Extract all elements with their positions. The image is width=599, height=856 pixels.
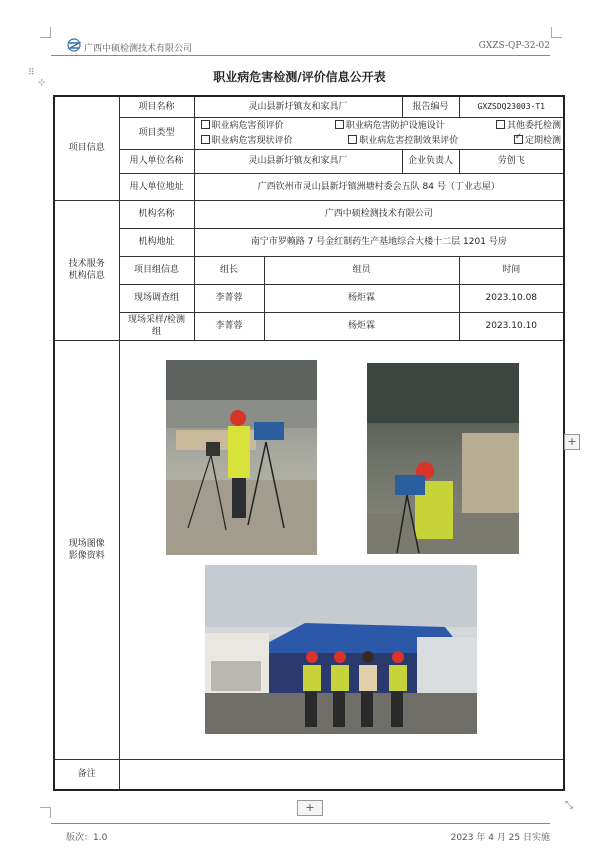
label-agency-address: 机构地址	[119, 228, 194, 256]
team-row-members[interactable]: 杨炬霖	[264, 284, 459, 312]
corner-mark-bottom-left	[40, 807, 51, 818]
team-row-date[interactable]: 2023.10.10	[459, 312, 564, 340]
team-row-date[interactable]: 2023.10.08	[459, 284, 564, 312]
option-status-assessment[interactable]: 职业病危害现状评价	[201, 135, 293, 147]
site-photo-sampling-workshop[interactable]	[367, 363, 519, 554]
option-pre-assessment[interactable]: 职业病危害预评价	[201, 120, 284, 132]
team-row-members[interactable]: 杨炬霖	[264, 312, 459, 340]
value-report-no[interactable]: GXZSDQ23003-T1	[459, 96, 564, 117]
header-divider	[51, 55, 550, 56]
section-site-photos: 现场图像影像资料	[54, 340, 119, 759]
header-company-name: 广西中硕检测技术有限公司	[84, 44, 193, 54]
team-row-leader[interactable]: 李菁蓉	[194, 284, 264, 312]
value-leader[interactable]: 劳创飞	[459, 149, 564, 173]
header-team-leader: 组长	[194, 256, 264, 284]
header-document-code: GXZS-QP-32-02	[478, 41, 550, 51]
label-employer-address: 用人单位地址	[119, 173, 194, 200]
label-report-no: 报告编号	[402, 96, 459, 117]
option-other-commissioned[interactable]: 其他委托检测	[496, 120, 561, 132]
value-agency-address[interactable]: 南宁市罗赖路 7 号金红制药生产基地综合大楼十二层 1201 号房	[194, 228, 564, 256]
value-project-name[interactable]: 灵山县新圩镇友和家具厂	[194, 96, 402, 117]
table-select-icon[interactable]: ⊹	[38, 78, 46, 88]
label-project-name: 项目名称	[119, 96, 194, 117]
add-row-button[interactable]: +	[297, 800, 323, 816]
label-project-type: 项目类型	[119, 117, 194, 149]
option-control-effect[interactable]: 职业病危害控制效果评价	[348, 135, 458, 147]
checkbox-periodic-test[interactable]	[514, 135, 523, 144]
add-column-button[interactable]: +	[564, 434, 580, 450]
label-employer-name: 用人单位名称	[119, 149, 194, 173]
disclosure-table	[53, 95, 565, 791]
checkbox-pre-assessment[interactable]	[201, 120, 210, 129]
footer-effective-date: 2023 年 4 月 25 日实施	[450, 833, 550, 843]
value-employer-address[interactable]: 广西钦州市灵山县新圩镇洲塘村委会五队 84 号（丁业志屋）	[194, 173, 564, 200]
company-logo-icon	[66, 38, 82, 52]
header-team-time: 时间	[459, 256, 564, 284]
checkbox-protection-design[interactable]	[335, 120, 344, 129]
section-agency-info: 技术服务机构信息	[54, 200, 119, 340]
table-move-handle-icon[interactable]: ⠿	[28, 68, 35, 78]
option-protection-design[interactable]: 职业病危害防护设施设计	[335, 120, 445, 132]
label-team-info: 项目组信息	[119, 256, 194, 284]
site-photo-sampling-indoor[interactable]	[166, 360, 317, 555]
corner-mark-top-right	[551, 27, 562, 38]
checkbox-control-effect[interactable]	[348, 135, 357, 144]
checkbox-other-commissioned[interactable]	[496, 120, 505, 129]
project-type-options	[194, 117, 564, 149]
site-photos-cell	[119, 340, 564, 759]
option-periodic-test[interactable]: ✓ 定期检测	[514, 135, 561, 147]
table-resize-icon[interactable]: ⤡	[565, 800, 573, 811]
label-leader: 企业负责人	[402, 149, 459, 173]
footer-version: 版次：1.0	[66, 833, 108, 843]
site-photo-team-outside[interactable]	[205, 565, 477, 734]
value-remarks[interactable]	[119, 759, 564, 790]
page-title: 职业病危害检测/评价信息公开表	[213, 70, 386, 84]
section-project-info: 项目信息	[54, 96, 119, 200]
header-team-members: 组员	[264, 256, 459, 284]
label-agency-name: 机构名称	[119, 200, 194, 228]
team-row-role: 现场调查组	[119, 284, 194, 312]
value-agency-name[interactable]: 广西中硕检测技术有限公司	[194, 200, 564, 228]
value-employer-name[interactable]: 灵山县新圩镇友和家具厂	[194, 149, 402, 173]
team-row-role: 现场采样/检测组	[119, 312, 194, 340]
corner-mark-top-left	[40, 27, 51, 38]
footer-divider	[51, 823, 550, 824]
team-row-leader[interactable]: 李菁蓉	[194, 312, 264, 340]
checkbox-status-assessment[interactable]	[201, 135, 210, 144]
label-remarks: 备注	[54, 759, 119, 790]
